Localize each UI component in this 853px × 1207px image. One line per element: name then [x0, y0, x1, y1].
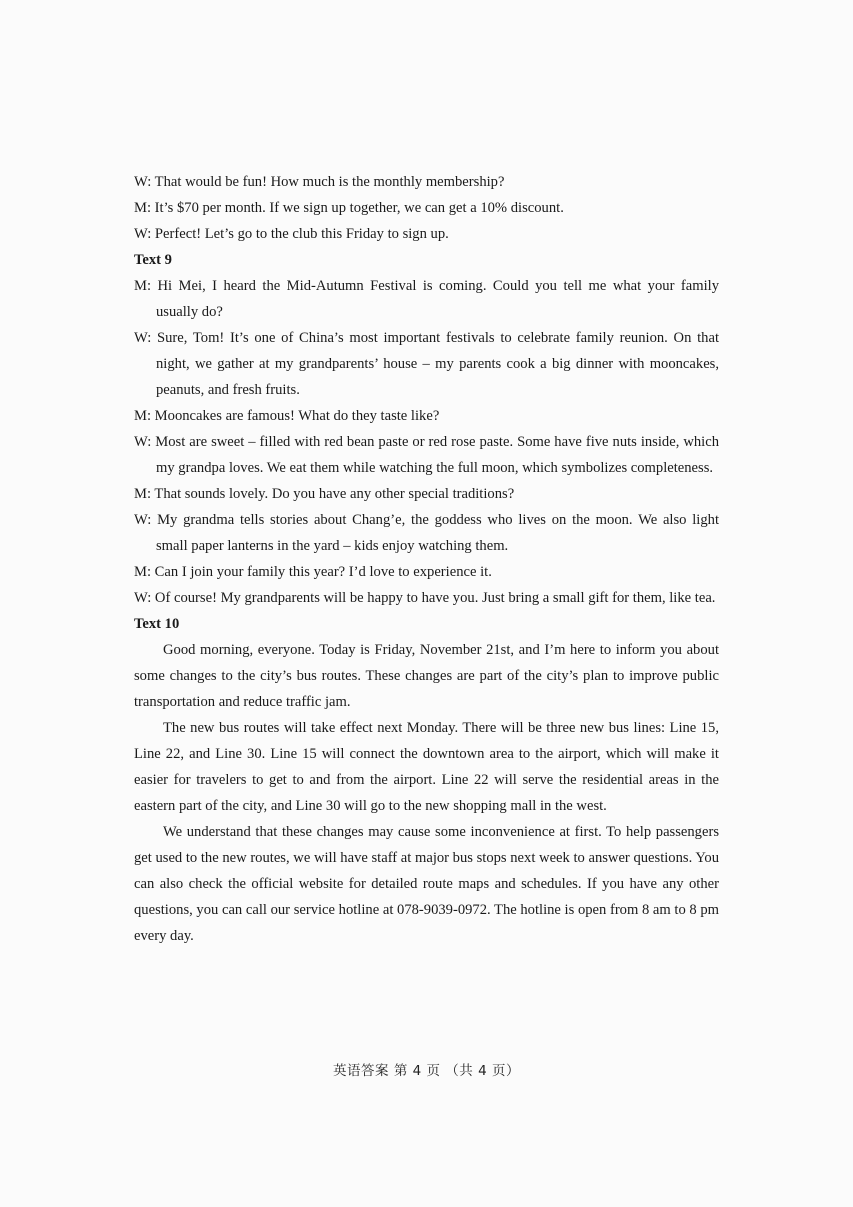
text9-line-2: W: Sure, Tom! It’s one of China’s most important festivals to celebrate family reunion. On that night, we gather at my grandparents’ house – my parents cook a big dinner with mooncakes, peanuts, and fresh fruits.	[134, 330, 719, 398]
text9-line-3: M: Mooncakes are famous! What do they taste like?	[134, 408, 440, 424]
text9-line-6: W: My grandma tells stories about Chang’e, the goddess who lives on the moon. We also light small paper lanterns in the yard – kids enjoy watching them.	[134, 512, 719, 554]
transcript-content	[134, 169, 719, 949]
page-footer: 英语答案 第 4 页 （共 4 页）	[333, 1063, 520, 1079]
text9-line-5: M: That sounds lovely. Do you have any other special traditions?	[134, 486, 515, 502]
text10-paragraph-2: The new bus routes will take effect next Monday. There will be three new bus lines: Line 15, Line 22, and Line 30. Line 15 will connect the downtown area to the airport, which will make it easier for travelers to get to and from the airport. Line 22 will serve the residential areas in the eastern part of the city, and Line 30 will go to the new shopping mall in the west.	[134, 720, 719, 814]
text9-line-1: M: Hi Mei, I heard the Mid-Autumn Festival is coming. Could you tell me what your family usually do?	[134, 278, 719, 320]
dialogue-line-m-price: M: It’s $70 per month. If we sign up together, we can get a 10% discount.	[134, 200, 564, 216]
text10-paragraph-3: We understand that these changes may cause some inconvenience at first. To help passengers get used to the new routes, we will have staff at major bus stops next week to answer questions. You can also check the official website for detailed route maps and schedules. If you have any other questions, you can call our service hotline at 078-9039-0972. The hotline is open from 8 am to 8 pm every day.	[134, 824, 720, 944]
text9-heading: Text 9	[134, 252, 172, 268]
text9-line-8: W: Of course! My grandparents will be happy to have you. Just bring a small gift for them, like tea.	[134, 590, 716, 606]
text9-line-4: W: Most are sweet – filled with red bean paste or red rose paste. Some have five nuts inside, which my grandpa loves. We eat them while watching the full moon, which symbolizes completeness.	[134, 434, 719, 476]
dialogue-line-w-membership: W: That would be fun! How much is the monthly membership?	[134, 174, 505, 190]
text10-heading: Text 10	[134, 616, 180, 632]
dialogue-line-w-signup: W: Perfect! Let’s go to the club this Friday to sign up.	[134, 226, 449, 242]
text9-line-7: M: Can I join your family this year? I’d love to experience it.	[134, 564, 492, 580]
text10-paragraph-1: Good morning, everyone. Today is Friday, November 21st, and I’m here to inform you about some changes to the city’s bus routes. These changes are part of the city’s plan to improve public transportation and reduce traffic jam.	[134, 642, 719, 710]
